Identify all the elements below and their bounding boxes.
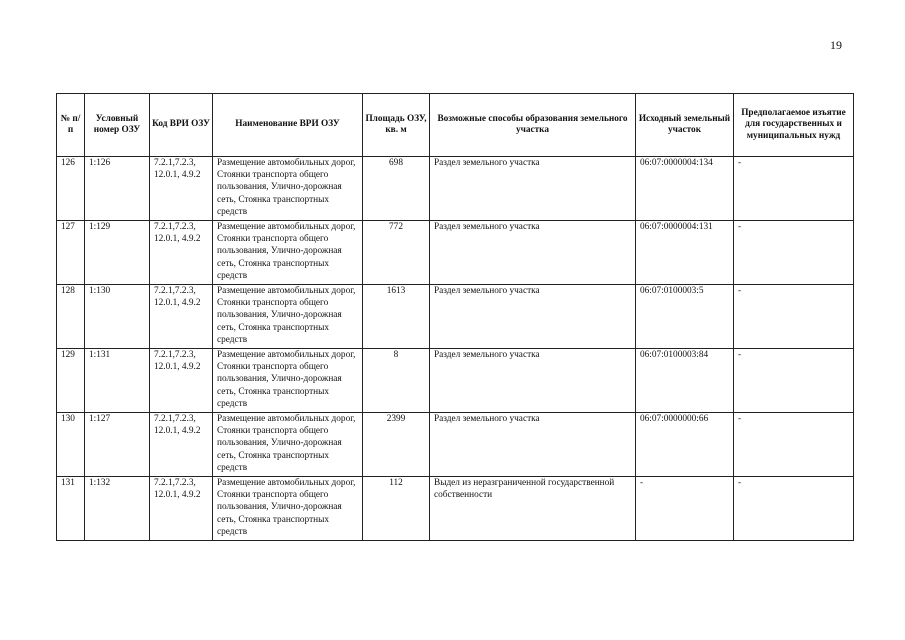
- cell-vri-code: 7.2.1,7.2.3, 12.0.1, 4.9.2: [150, 285, 213, 349]
- cell-number: 128: [57, 285, 85, 349]
- cell-area: 698: [363, 157, 430, 221]
- cell-vri-code: 7.2.1,7.2.3, 12.0.1, 4.9.2: [150, 157, 213, 221]
- header-seizure: Предполагаемое изъятие для государственных и муниципальных нужд: [734, 94, 854, 157]
- cell-seizure: -: [734, 285, 854, 349]
- cell-source-parcel: 06:07:0000004:131: [636, 221, 734, 285]
- cell-vri-code: 7.2.1,7.2.3, 12.0.1, 4.9.2: [150, 221, 213, 285]
- header-conditional-number: Условный номер ОЗУ: [85, 94, 150, 157]
- cell-vri-name: Размещение автомобильных дорог, Стоянки транспорта общего пользования, Улично-дорожная сеть, Стоянка транспортных средств: [213, 221, 363, 285]
- header-vri-name: Наименование ВРИ ОЗУ: [213, 94, 363, 157]
- table-row: [57, 157, 854, 221]
- cell-conditional-number: 1:131: [85, 349, 150, 413]
- cell-vri-name: Размещение автомобильных дорог, Стоянки транспорта общего пользования, Улично-дорожная сеть, Стоянка транспортных средств: [213, 285, 363, 349]
- cell-area: 112: [363, 477, 430, 541]
- header-area: Площадь ОЗУ, кв. м: [363, 94, 430, 157]
- cell-number: 130: [57, 413, 85, 477]
- cell-area: 772: [363, 221, 430, 285]
- cell-area: 2399: [363, 413, 430, 477]
- cell-vri-name: Размещение автомобильных дорог, Стоянки транспорта общего пользования, Улично-дорожная сеть, Стоянка транспортных средств: [213, 477, 363, 541]
- cell-conditional-number: 1:126: [85, 157, 150, 221]
- cell-number: 129: [57, 349, 85, 413]
- cell-area: 1613: [363, 285, 430, 349]
- table-row: [57, 349, 854, 413]
- cell-number: 131: [57, 477, 85, 541]
- cell-seizure: -: [734, 221, 854, 285]
- cell-number: 126: [57, 157, 85, 221]
- cell-conditional-number: 1:129: [85, 221, 150, 285]
- table-row: [57, 413, 854, 477]
- cell-vri-code: 7.2.1,7.2.3, 12.0.1, 4.9.2: [150, 477, 213, 541]
- cell-source-parcel: 06:07:0000000:66: [636, 413, 734, 477]
- cell-vri-code: 7.2.1,7.2.3, 12.0.1, 4.9.2: [150, 349, 213, 413]
- cell-formation-method: Выдел из неразграниченной государственной собственности: [430, 477, 636, 541]
- cell-conditional-number: 1:130: [85, 285, 150, 349]
- cell-seizure: -: [734, 157, 854, 221]
- cell-seizure: -: [734, 477, 854, 541]
- header-source-parcel: Исходный земельный участок: [636, 94, 734, 157]
- cell-number: 127: [57, 221, 85, 285]
- table-header-row: [57, 94, 854, 157]
- cell-formation-method: Раздел земельного участка: [430, 285, 636, 349]
- table-row: [57, 477, 854, 541]
- cell-seizure: -: [734, 349, 854, 413]
- cell-formation-method: Раздел земельного участка: [430, 413, 636, 477]
- table-row: [57, 221, 854, 285]
- cell-source-parcel: 06:07:0100003:5: [636, 285, 734, 349]
- cell-formation-method: Раздел земельного участка: [430, 349, 636, 413]
- cell-formation-method: Раздел земельного участка: [430, 221, 636, 285]
- cell-vri-name: Размещение автомобильных дорог, Стоянки транспорта общего пользования, Улично-дорожная сеть, Стоянка транспортных средств: [213, 413, 363, 477]
- cell-formation-method: Раздел земельного участка: [430, 157, 636, 221]
- header-vri-code: Код ВРИ ОЗУ: [150, 94, 213, 157]
- cell-conditional-number: 1:132: [85, 477, 150, 541]
- cell-vri-name: Размещение автомобильных дорог, Стоянки транспорта общего пользования, Улично-дорожная сеть, Стоянка транспортных средств: [213, 349, 363, 413]
- ozu-table: [56, 93, 854, 541]
- cell-seizure: -: [734, 413, 854, 477]
- cell-source-parcel: 06:07:0000004:134: [636, 157, 734, 221]
- cell-area: 8: [363, 349, 430, 413]
- cell-vri-code: 7.2.1,7.2.3, 12.0.1, 4.9.2: [150, 413, 213, 477]
- cell-source-parcel: -: [636, 477, 734, 541]
- cell-conditional-number: 1:127: [85, 413, 150, 477]
- header-number: № п/п: [57, 94, 85, 157]
- header-formation-methods: Возможные способы образования земельного участка: [430, 94, 636, 157]
- cell-source-parcel: 06:07:0100003:84: [636, 349, 734, 413]
- page-number: 19: [830, 38, 842, 52]
- table-row: [57, 285, 854, 349]
- cell-vri-name: Размещение автомобильных дорог, Стоянки транспорта общего пользования, Улично-дорожная сеть, Стоянка транспортных средств: [213, 157, 363, 221]
